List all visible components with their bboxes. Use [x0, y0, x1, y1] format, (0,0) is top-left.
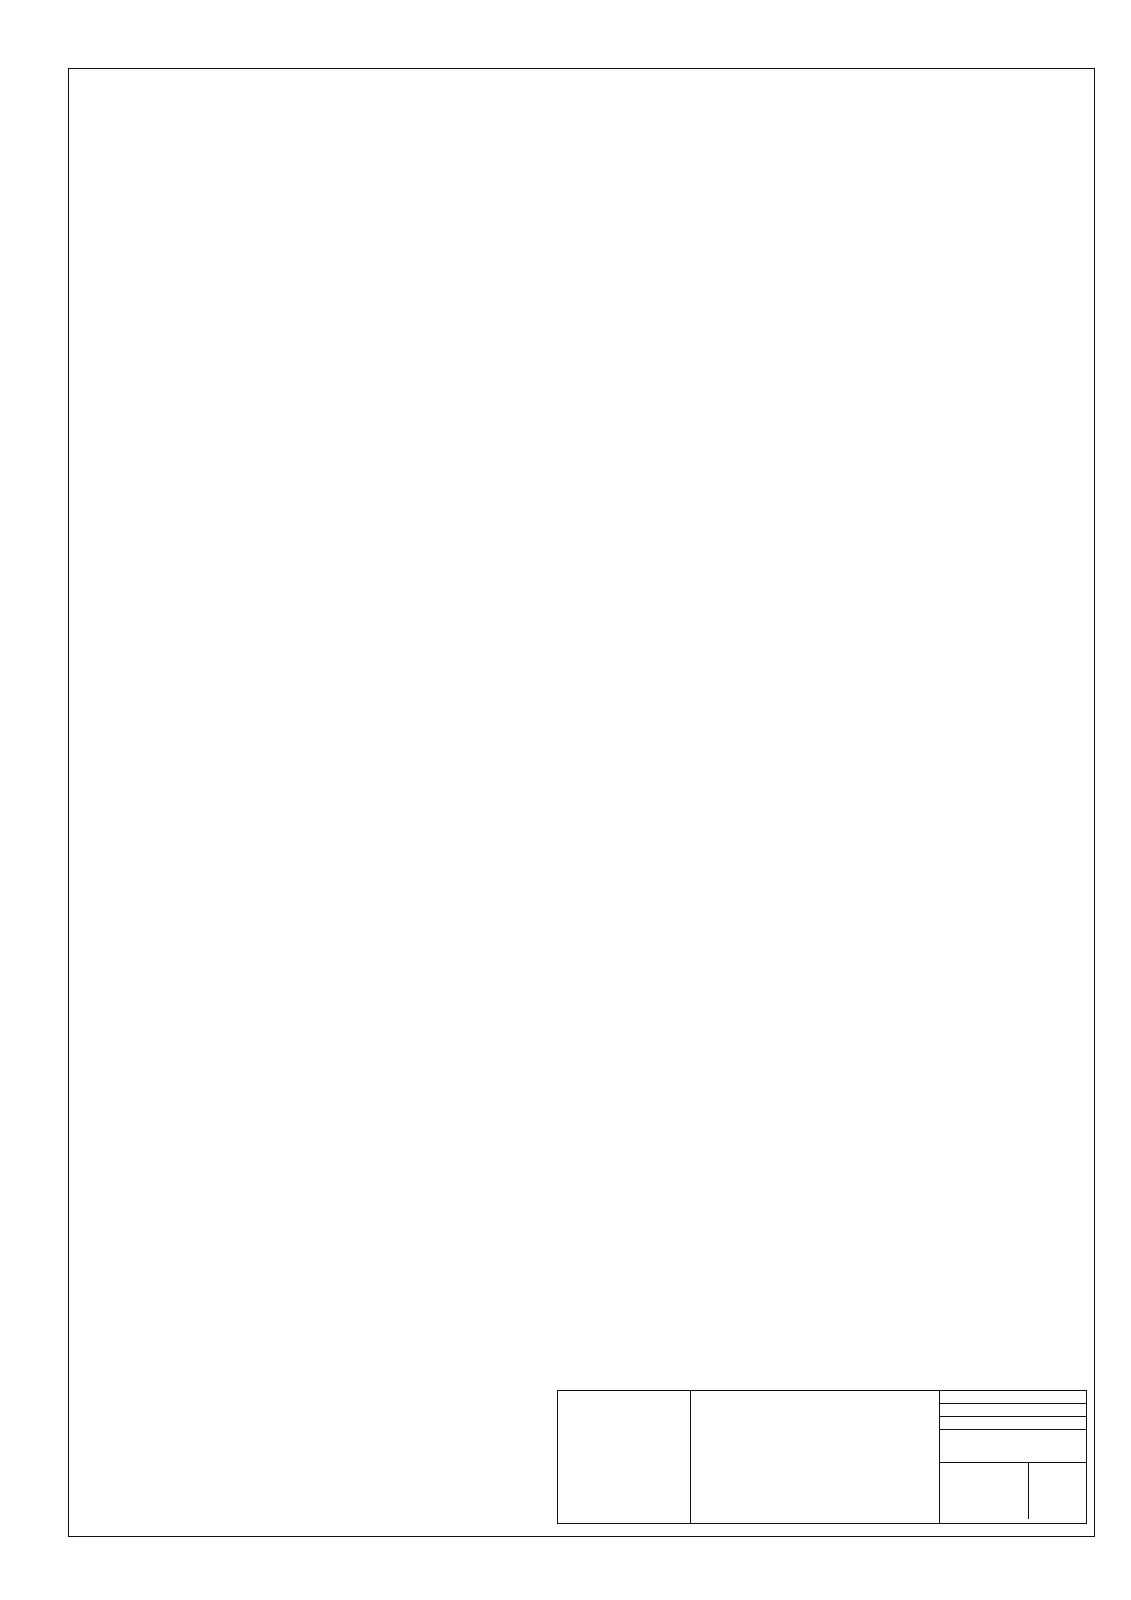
title-block	[557, 1390, 1087, 1524]
company-cell	[558, 1391, 691, 1523]
drawing-title	[692, 1391, 937, 1523]
revision-cells	[939, 1391, 1087, 1523]
circuit-diagram	[0, 0, 1131, 650]
